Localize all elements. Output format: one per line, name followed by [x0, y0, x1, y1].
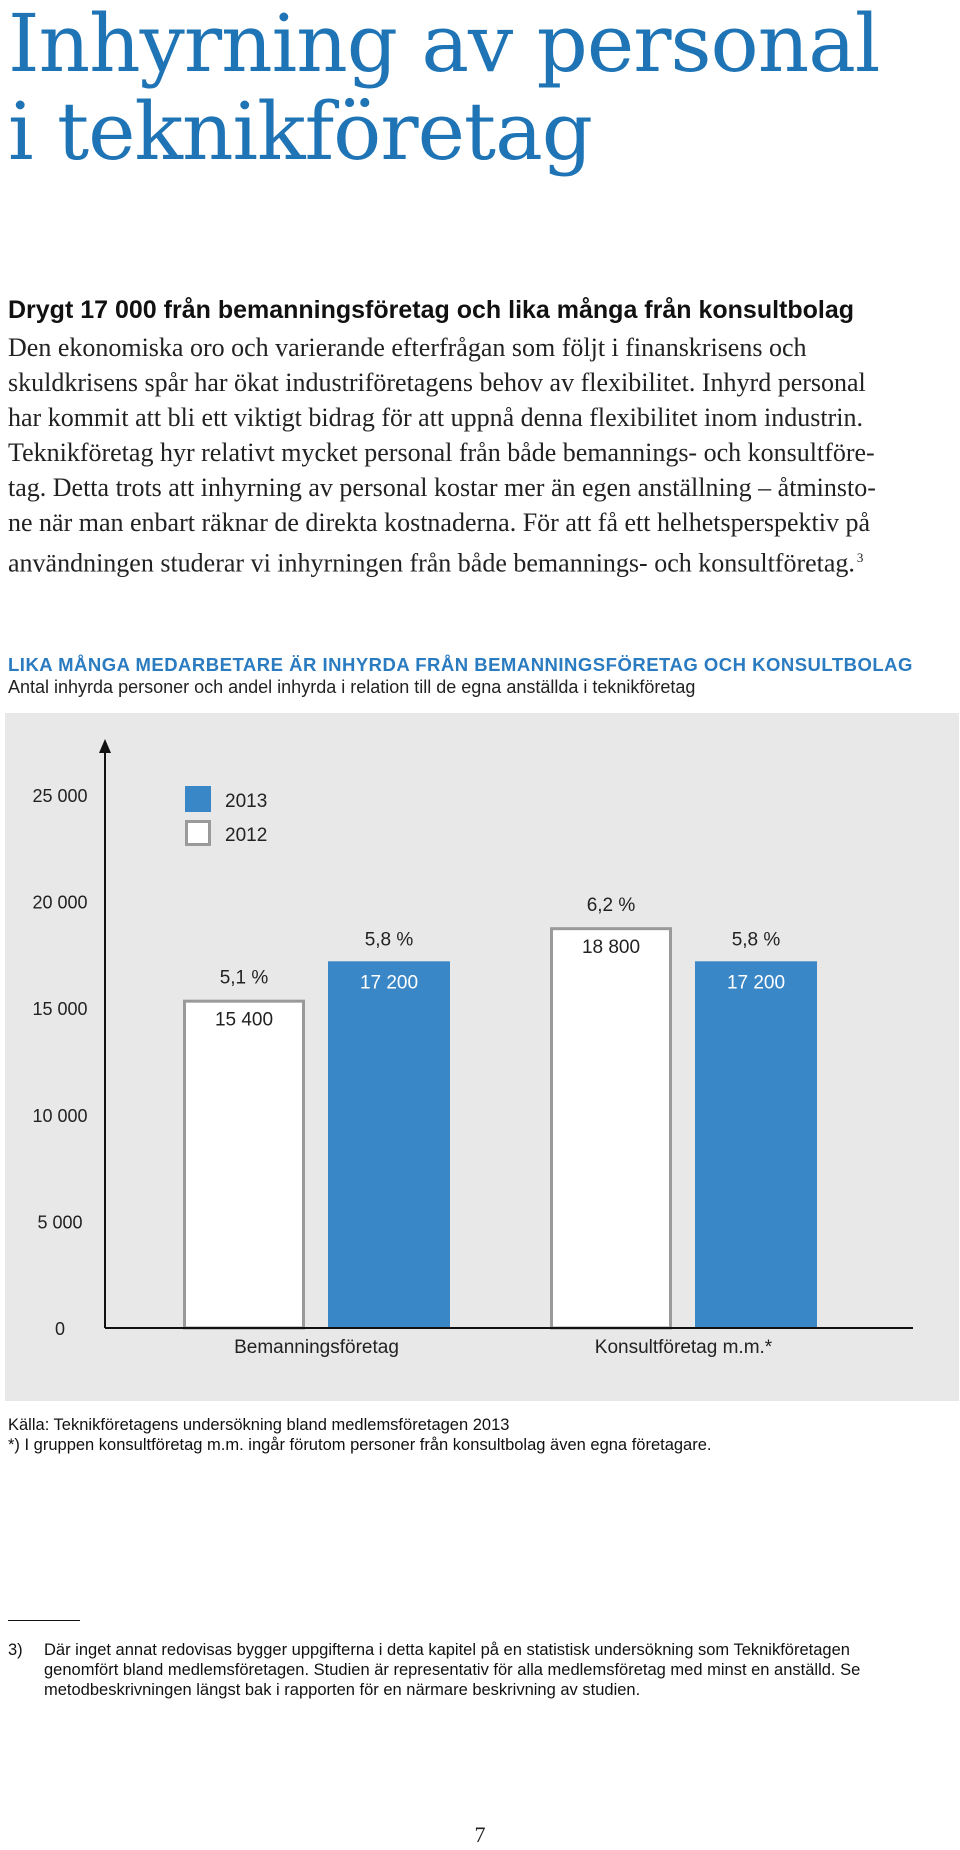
page-title-line-2: i teknikföretag: [8, 85, 592, 178]
lead-heading: Drygt 17 000 från bemanningsföretag och lika många från konsultbolag: [8, 296, 855, 324]
bar-2012: [185, 1001, 304, 1328]
legend-swatch-2012: [187, 822, 210, 845]
y-tick-label: 0: [54, 1319, 66, 1339]
footnote-number: 3): [8, 1641, 23, 1659]
page-title: [8, 0, 908, 176]
body-line: tag. Detta trots att inhyrning av personal kostar mer än egen anställning – åtminsto-: [8, 473, 876, 502]
footnote-line: Där inget annat redovisas bygger uppgifterna i detta kapitel på en statistisk undersökning som Teknikföretagen: [44, 1641, 850, 1659]
body-line: Teknikföretag hyr relativt mycket personal från både bemannings- och konsultföre-: [8, 438, 875, 467]
bar-value-label: 15 400: [214, 1009, 274, 1031]
bar-value-label: 17 200: [726, 972, 786, 994]
body-line: ne när man enbart räknar de direkta kostnaderna. För att få ett helhetsperspektiv på: [8, 508, 870, 537]
footnote-line: genomfört bland medlemsföretagen. Studien är representativ för alla medlemsföretag med minst en anställd. Se: [44, 1661, 861, 1679]
footnote-divider: [8, 1620, 80, 1621]
bar-2013: [695, 961, 817, 1328]
bar-share-label: 5,8 %: [364, 929, 414, 951]
y-tick-label: 15 000: [32, 999, 88, 1020]
body-line: användningen studerar vi inhyrningen från både bemannings- och konsultföretag.: [8, 548, 855, 578]
x-category-label: Bemanningsföretag: [234, 1337, 399, 1358]
y-axis-arrow: [99, 739, 111, 753]
note-line: *) I gruppen konsultföretag m.m. ingår förutom personer från konsultbolag även egna företagare.: [8, 1436, 712, 1454]
bar-share-label: 5,1 %: [219, 967, 269, 989]
footnote-reference[interactable]: 3: [856, 550, 864, 565]
legend-label: 2013: [225, 791, 268, 812]
bar-2012: [552, 929, 671, 1328]
chart-title: LIKA MÅNGA MEDARBETARE ÄR INHYRDA FRÅN BEMANNINGSFÖRETAG OCH KONSULTBOLAG: [8, 654, 913, 675]
y-tick-label: 20 000: [32, 892, 88, 913]
y-tick-label: 10 000: [32, 1105, 88, 1126]
body-paragraph: [8, 330, 958, 581]
chart-subtitle: Antal inhyrda personer och andel inhyrda i relation till de egna anställda i teknikföretag: [8, 677, 696, 697]
body-line: Den ekonomiska oro och varierande efterfrågan som följt i finanskrisens och: [8, 333, 807, 362]
bar-value-label: 17 200: [359, 972, 419, 994]
page-title-line-1: Inhyrning av personal: [8, 0, 880, 90]
page-number: 7: [474, 1822, 486, 1847]
bar-2013: [328, 961, 450, 1328]
footnote-line: metodbeskrivningen längst bak i rapporten för en närmare beskrivning av studien.: [44, 1681, 641, 1699]
body-line-last: [8, 540, 958, 581]
y-tick-label: 25 000: [32, 786, 88, 806]
source-line: Källa: Teknikföretagens undersökning bland medlemsföretagen 2013: [8, 1416, 510, 1434]
chart-panel: [5, 713, 959, 1401]
y-tick-label: 5 000: [37, 1212, 83, 1233]
legend-label: 2012: [225, 825, 268, 846]
legend-swatch-2013: [185, 786, 211, 812]
footnote-text: [44, 1640, 944, 1700]
chart-source: [8, 1415, 712, 1455]
bar-value-label: 18 800: [581, 937, 641, 959]
body-line: har kommit att bli ett viktigt bidrag för att uppnå denna flexibilitet inom industrin.: [8, 403, 863, 432]
x-category-label: Konsultföretag m.m.*: [594, 1337, 773, 1358]
bar-share-label: 6,2 %: [586, 895, 636, 917]
body-line: skuldkrisens spår har ökat industriföretagens behov av flexibilitet. Inhyrd personal: [8, 368, 866, 397]
bar-share-label: 5,8 %: [731, 929, 781, 951]
bar-chart: [5, 713, 959, 1401]
